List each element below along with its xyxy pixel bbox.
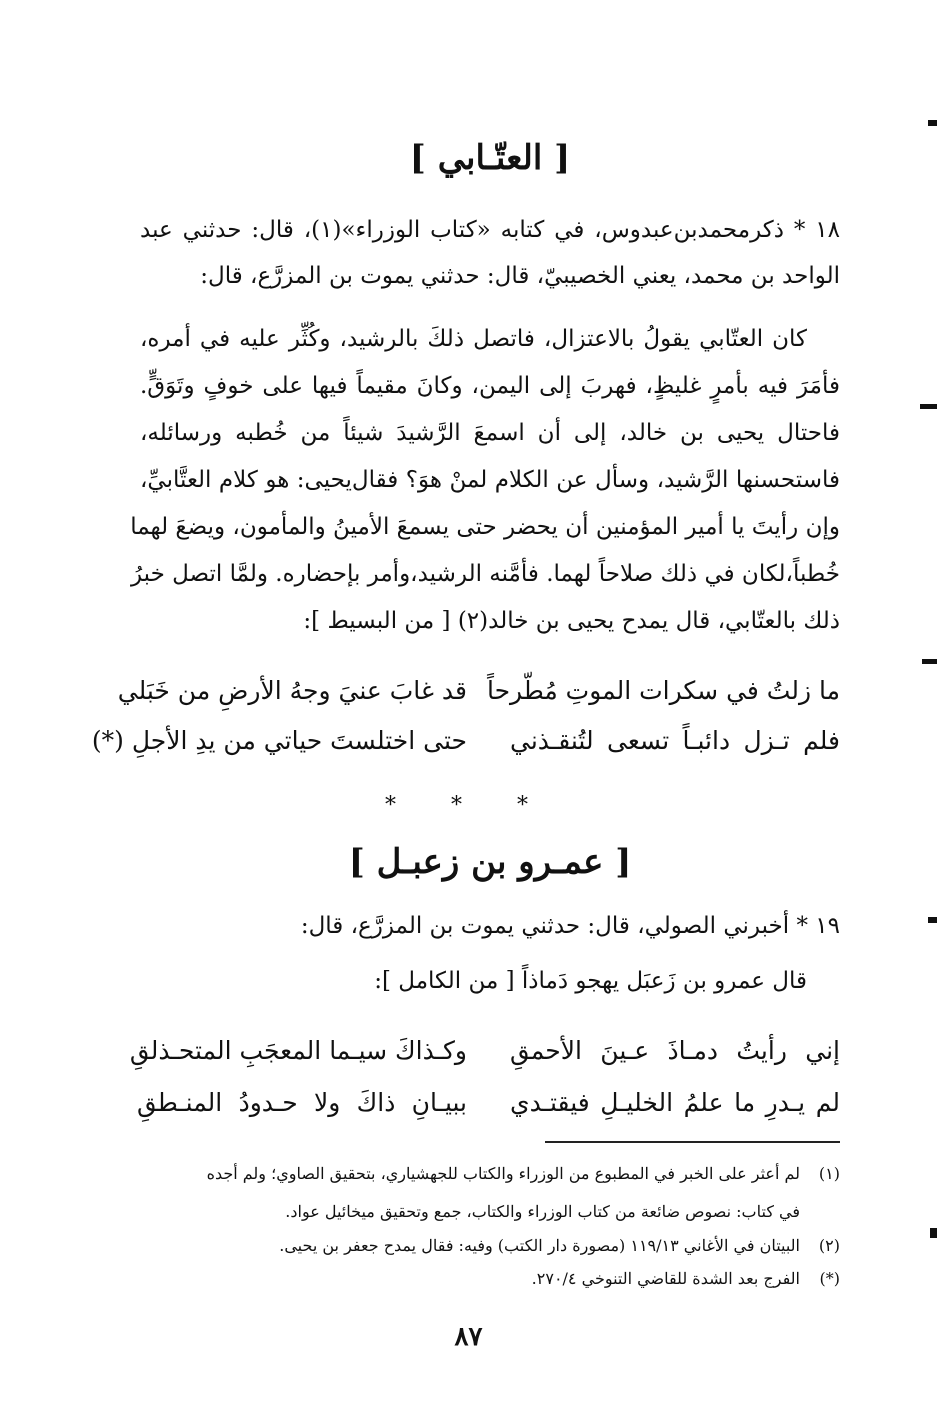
paragraph-line: ١٨ * ذكرمحمدبن‌عبدوس، في كتابه «كتاب الوزراء»(١)، قال: حدثني عبد <box>140 217 840 243</box>
paragraph-line: ١٩ * أخبرني الصولي، قال: حدثني يموت بن المزرَّع، قال: <box>300 913 840 939</box>
paragraph-line: فاحتال يحيى بن خالد، إلى أن اسمعَ الرَّشيدَ شيئاً من خُطبه ورسائله، <box>140 420 840 446</box>
verse-first-hemistich: إني رأيتُ دمـاذَ عـينَ الأحمقِ <box>510 1036 840 1065</box>
verse-second-hemistich: ببيـانِ ذاكَ ولا حـدودُ المنـطقِ <box>137 1088 467 1117</box>
footnote-text: لم أعثر على الخبر في المطبوع من الوزراء والكتاب للجهشياري، بتحقيق الصاوي؛ ولم أجده <box>206 1164 800 1183</box>
paragraph-line: فاستحسنها الرَّشيد، وسأل عن الكلام لمنْ هوَ؟ فقال‌يحيى: هو كلام العتَّابيِّ، <box>140 467 840 493</box>
scan-mark <box>928 120 937 126</box>
footnote-text: الفرج بعد الشدة للقاضي التنوخي ٢٧٠/٤. <box>531 1269 800 1288</box>
footnote-number: (٢) <box>818 1236 840 1255</box>
footnote <box>135 1269 840 1288</box>
verse-first-hemistich: لم يـدرِ ما علمُ الخليـلِ فيقتـدي <box>510 1088 840 1117</box>
verse-second-hemistich: قد غابَ عنيَ وجهُ الأرضِ من خَبَلي <box>117 676 467 705</box>
section-heading-attabi: [ العتّـابي ] <box>409 138 571 178</box>
footnote-number: (*) <box>819 1269 840 1288</box>
paragraph-line: الواحد بن محمد، يعني الخصيبيّ، قال: حدثني يموت بن المزرَّع، قال: <box>200 263 840 289</box>
footnote <box>135 1164 840 1183</box>
scan-mark <box>930 1228 937 1238</box>
footnote-continuation: في كتاب: نصوص ضائعة من كتاب الوزراء والكتاب، جمع وتحقيق ميخائيل عواد. <box>285 1202 800 1221</box>
paragraph-line: ذلك بالعتّابي، قال يمدح يحيى بن خالد(٢) [ من البسيط ]: <box>303 608 840 634</box>
verse-second-hemistich: حتى اختلستَ حياتي من يدِ الأجلِ (*) <box>91 726 467 755</box>
paragraph-line: كان العتّابي يقولُ بالاعتزال، فاتصل ذلكَ بالرشيد، وكُثِّر عليه في أمره، <box>140 326 807 352</box>
paragraph-line: وإن رأيتَ يا أمير المؤمنين أن يحضر حتى يسمعَ الأمينُ والمأمون، ويضعَ لهما <box>130 514 840 540</box>
paragraph-line: فأمَرَ فيه بأمرٍ غليظٍ، فهربَ إلى اليمن، وكانَ مقيماً فيها على خوفٍ وتَوَقٍّ. <box>140 373 840 399</box>
footnote-number: (١) <box>818 1164 840 1183</box>
page-number: ٨٧ <box>454 1322 483 1352</box>
scan-mark <box>928 917 937 923</box>
scan-mark <box>920 404 937 409</box>
verse-first-hemistich: فلم تـزل دائبـاً تسعى لتُنقـذني <box>510 726 840 755</box>
footnote-text: البيتان في الأغاني ١١٩/١٣ (مصورة دار الكتب) وفيه: فقال يمدح جعفر بن يحيى. <box>279 1236 800 1255</box>
verse-first-hemistich: ما زلتُ في سكرات الموتِ مُطّرحاً <box>486 676 840 705</box>
verse-second-hemistich: وكـذاكَ سيـما المعجَبِ المتحـذلقِ <box>129 1036 467 1065</box>
paragraph-line: قال عمرو بن زَعبَل يهجو دَماذاً [ من الكامل ]: <box>374 968 807 994</box>
footnote-rule <box>545 1141 840 1143</box>
scan-mark <box>922 659 937 664</box>
section-separator: * * * <box>385 793 552 818</box>
footnote <box>135 1236 840 1255</box>
section-heading-amr-bin-zabal: [ عمـرو بن زعبـل ] <box>348 842 632 882</box>
paragraph-line: خُطباً،لكان في ذلك صلاحاً لهما. فأمَّنه الرشيد،وأمر بإحضاره. ولمَّا اتصل خبرُ <box>130 561 840 587</box>
